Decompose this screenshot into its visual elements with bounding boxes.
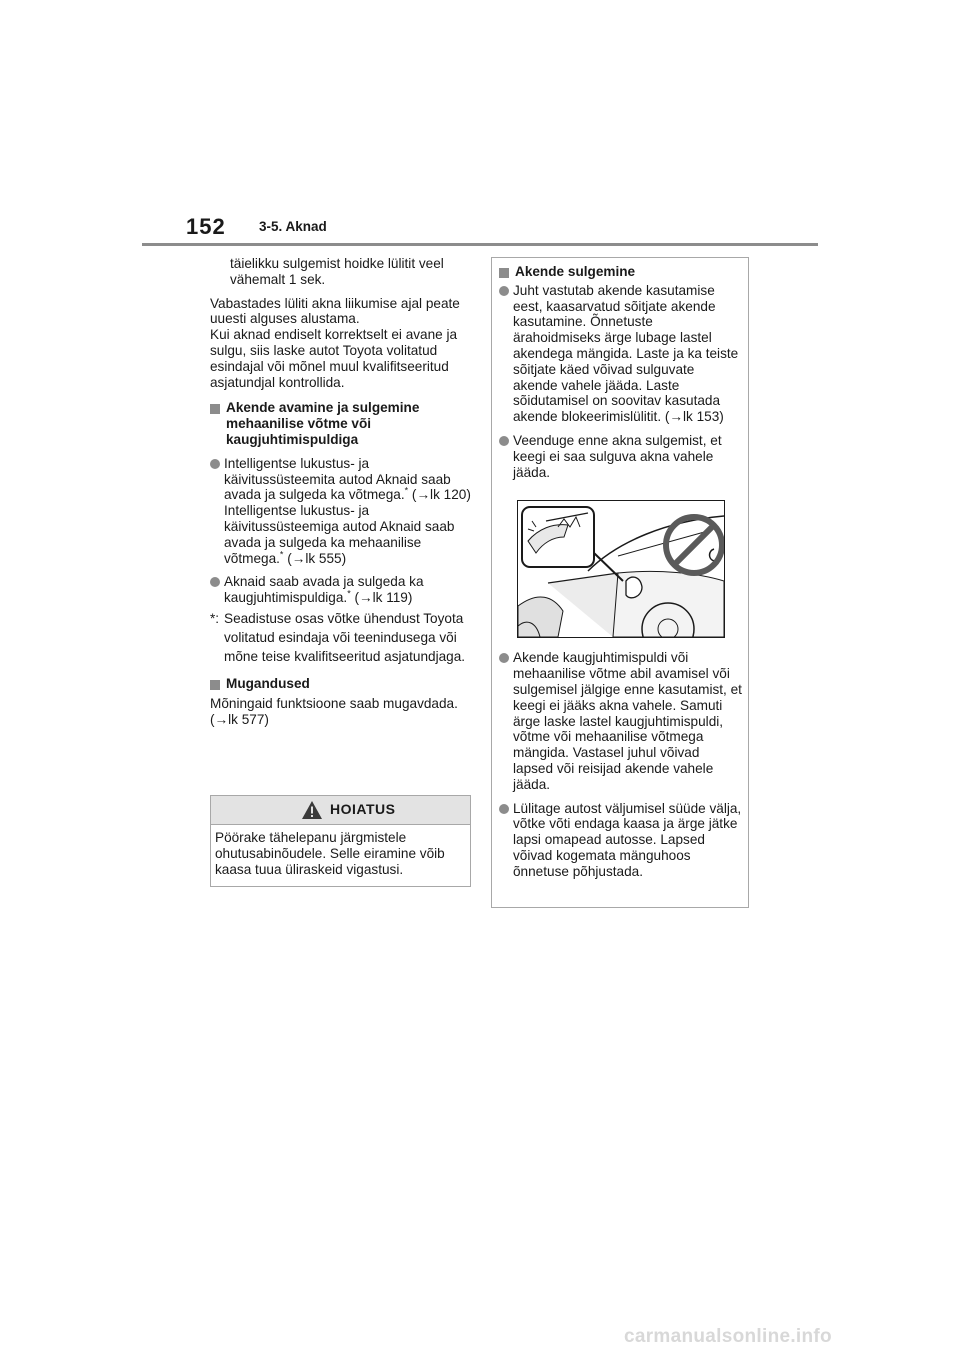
round-bullet-icon xyxy=(499,653,509,663)
paragraph-release: Vabastades lüliti akna liikumise ajal peate uuesti alguses alustama. xyxy=(210,295,460,327)
footnote-mark: *: xyxy=(210,610,220,626)
bullet-key-operation: Intelligentse lukustus- ja käivitussüsteemita autod Aknaid saab avada ja sulgeda ka võtmega.* (→lk 120) Intelligentse lukustus- ja käivitussüsteemiga autod Aknaid saab avada ja sulgeda ka mehaanilise võtmega.* (→lk 555) xyxy=(210,456,472,567)
heading-key-remote: Akende avamine ja sulgemine mehaanilise võtme või kaugjuhtimispuldiga xyxy=(210,400,472,447)
heading-closing: Akende sulgemine xyxy=(499,264,742,280)
car-window-drawing xyxy=(518,501,724,637)
warning-icon xyxy=(301,800,323,820)
header-rule xyxy=(142,243,818,246)
bullet-leaving-car: Lülitage autost väljumisel süüde välja, võtke võti endaga kaasa ja ärge jätke lapsi omapead autosse. Lapsed võivad kogemata mänguhoos õnnetuse põhjustada. xyxy=(499,801,742,880)
footnote: *: Seadistuse osas võtke ühendust Toyota volitatud esindaja või teenindusega või mõne teise kvalifitseeritud asjatundjaga. xyxy=(210,610,466,664)
paragraph-customization: Mõningaid funktsioone saab mugavdada. (→lk 577) xyxy=(210,695,458,727)
warning-box xyxy=(210,795,471,887)
bullet-driver-responsibility: Juht vastutab akende kasutamise eest, kaasarvatud sõitjate akende kasutamine. Õnnetuste ärahoidmiseks ärge lubage lastel akendega mängida. Laste ja ka teiste sõitjate käed võivad sulguvate akende vahele jääda. Laste sõidutamisel on soovitav kasutada akende blokeerimislülitit. (→lk 153) xyxy=(499,283,742,425)
page-ref-119[interactable]: (→lk 119) xyxy=(354,590,413,606)
paragraph-inspection: Kui aknad endiselt korrektselt ei avane ja sulgu, siis laske autot Toyota volitatud esindajal või mõnel muul kvalifitseeritud asjatundjal kontrollida. xyxy=(210,327,458,390)
watermark: carmanualsonline.info xyxy=(624,1326,832,1347)
heading-customization: Mugandused xyxy=(210,676,472,692)
square-bullet-icon xyxy=(210,680,220,690)
bullet-remote-key-caution: Akende kaugjuhtimispuldi või mehaanilise võtme abil avamisel või sulgemisel jälgige enne kasutamist, et keegi ei jääks akna vahele. Samuti ärge laske lastel kaugjuhtimispuldi, võtme või mehaanilise võtmega mängida. Vastasel juhul võivad lapsed või reisijad akende vahele jääda. xyxy=(499,650,742,792)
round-bullet-icon xyxy=(210,459,220,469)
page-ref-120[interactable]: (→lk 120) xyxy=(411,487,471,503)
warning-header xyxy=(211,796,470,825)
right-warning-panel xyxy=(491,257,749,908)
page-ref-555[interactable]: (→lk 555) xyxy=(287,550,347,566)
round-bullet-icon xyxy=(499,436,509,446)
page-number: 152 xyxy=(186,214,226,239)
continuation-text: täielikku sulgemist hoidke lülitit veel vähemalt 1 sek. xyxy=(230,256,444,287)
round-bullet-icon xyxy=(499,804,509,814)
left-column xyxy=(210,256,472,727)
warning-title: HOIATUS xyxy=(330,801,396,817)
window-pinch-illustration xyxy=(517,500,725,638)
square-bullet-icon xyxy=(499,268,509,278)
warning-text: Pöörake tähelepanu järgmistele ohutusabinõudele. Selle eiramine võib kaasa tuua üliraskeid vigastusi. xyxy=(215,830,445,877)
section-title: 3-5. Aknad xyxy=(259,219,327,234)
round-bullet-icon xyxy=(210,577,220,587)
round-bullet-icon xyxy=(499,286,509,296)
square-bullet-icon xyxy=(210,404,220,414)
bullet-remote-operation: Aknaid saab avada ja sulgeda ka kaugjuhtimispuldiga.* (→lk 119) xyxy=(210,574,472,606)
bullet-check-before-closing: Veenduge enne akna sulgemist, et keegi ei saa sulguva akna vahele jääda. xyxy=(499,433,742,480)
